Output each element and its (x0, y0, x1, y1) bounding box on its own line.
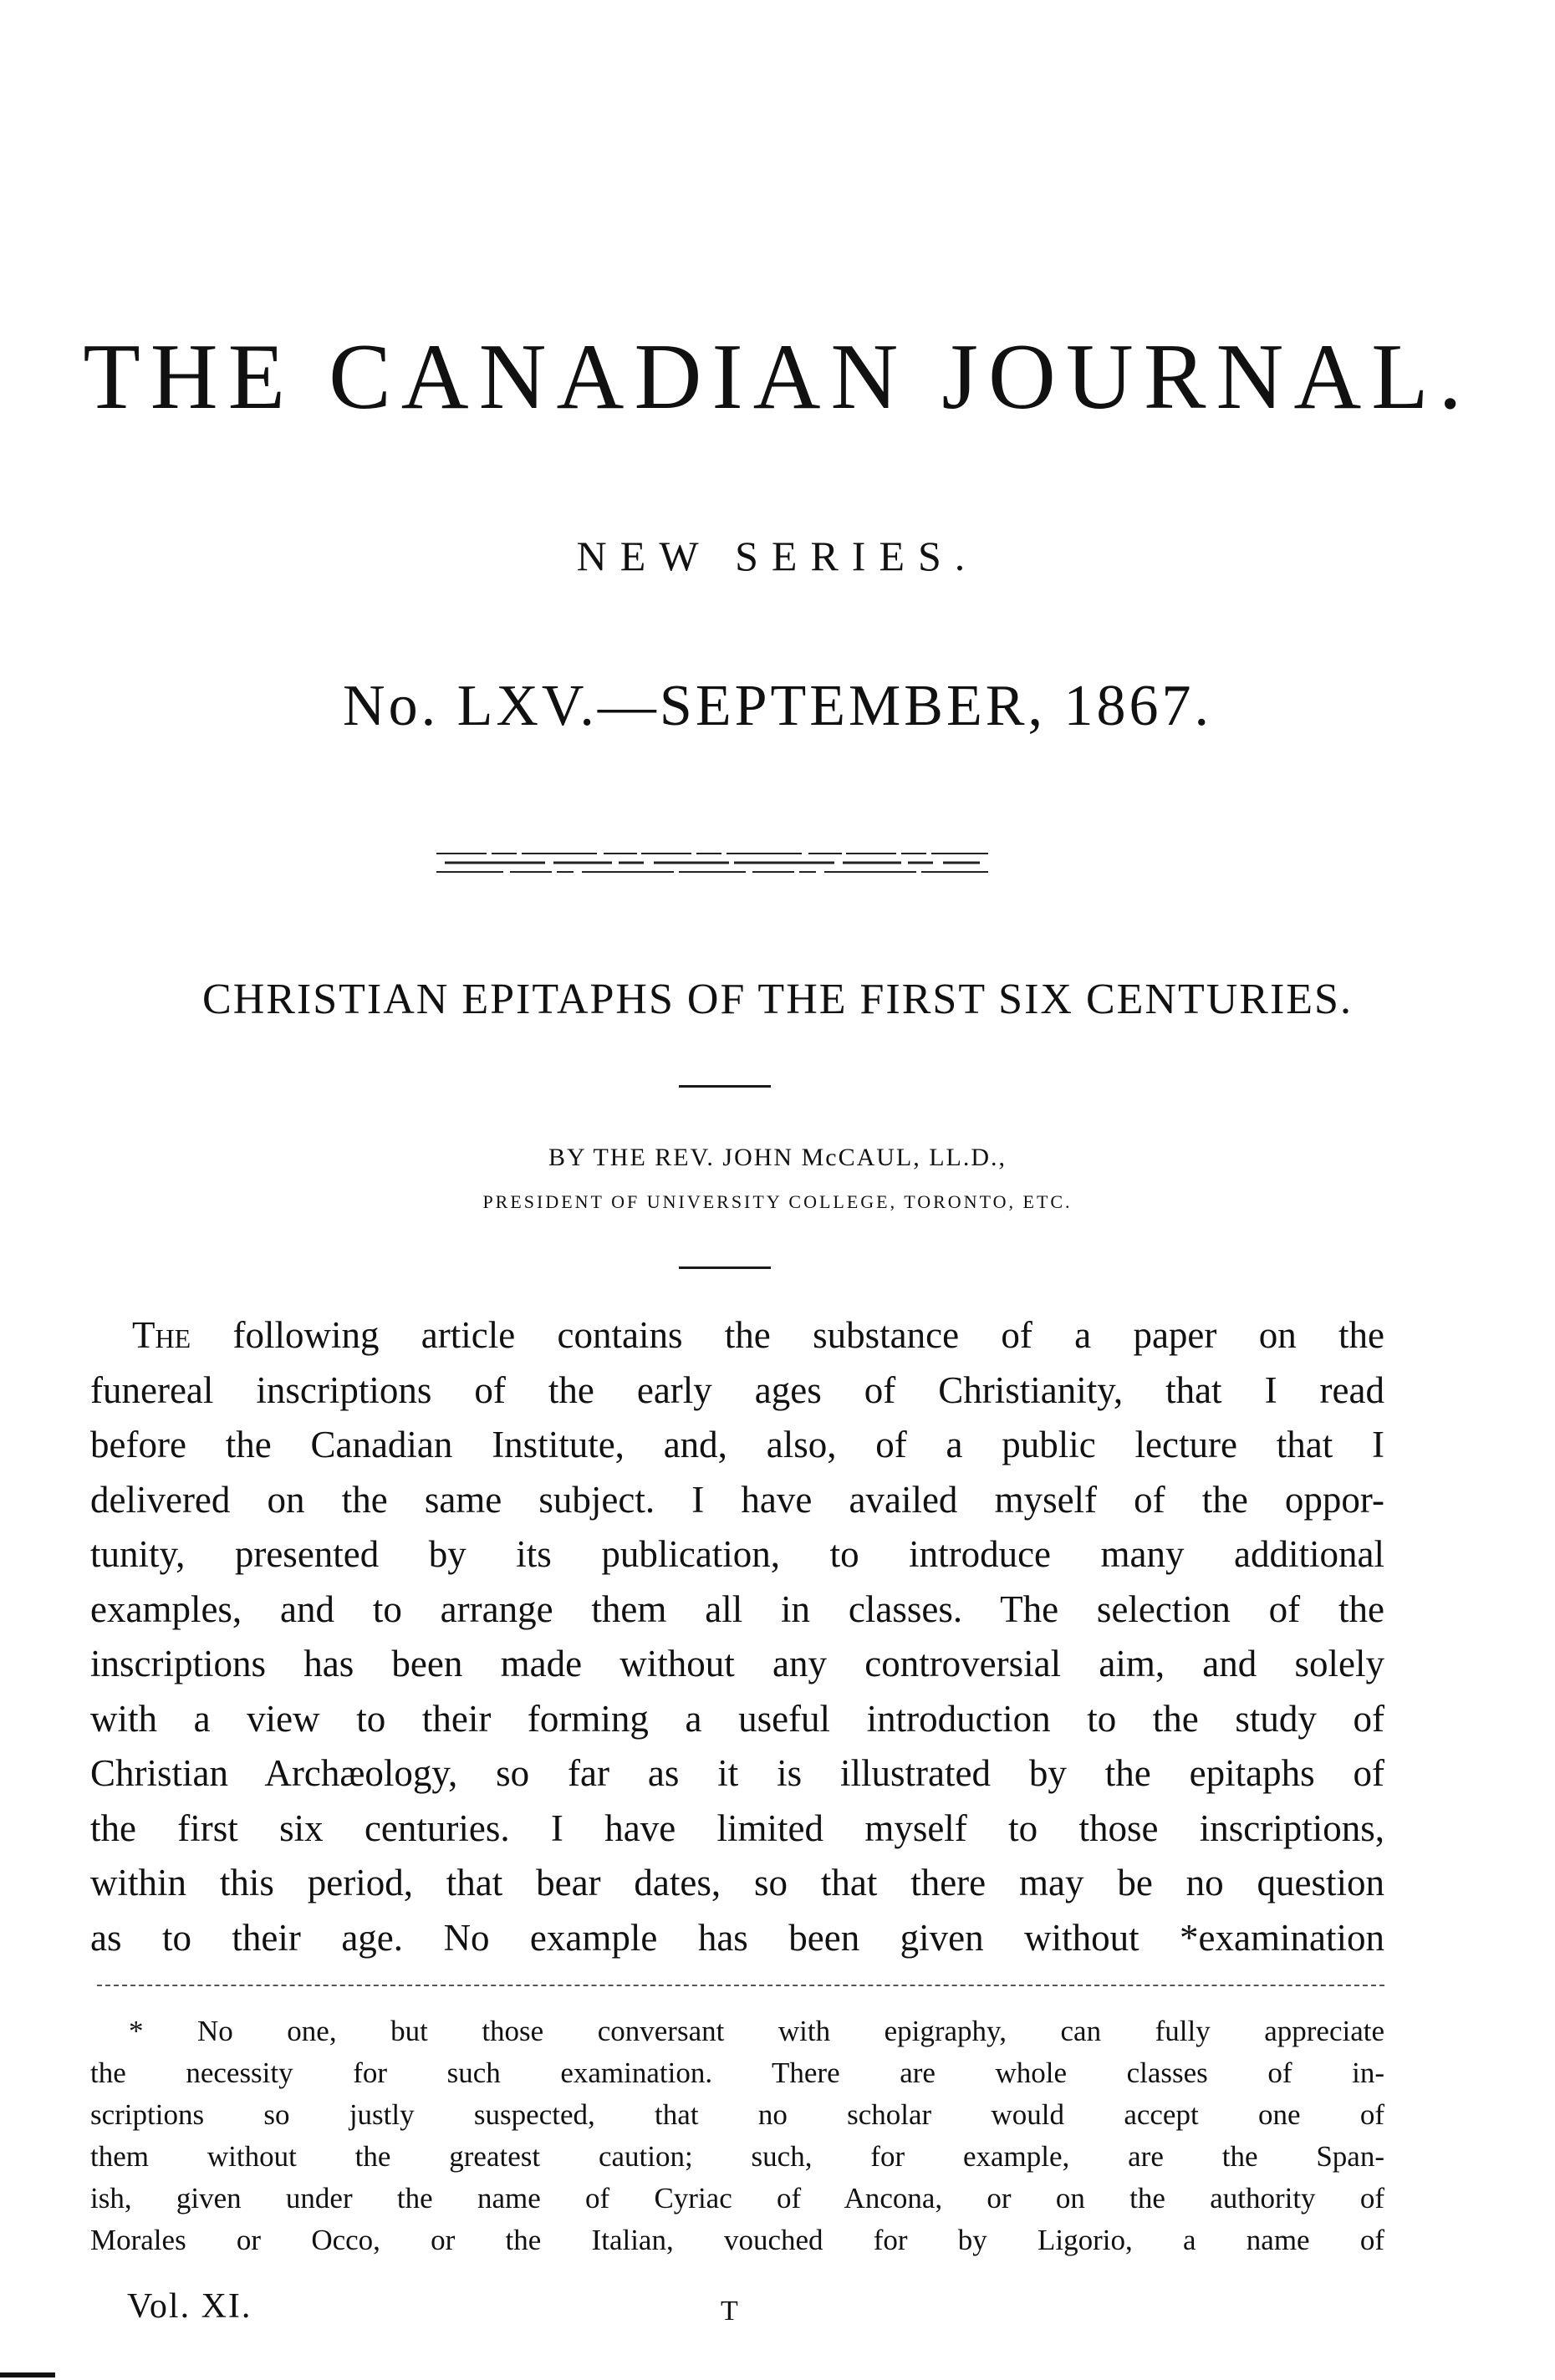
body-line: The following article contains the substance of a paper on the (132, 1314, 1384, 1356)
article-title: CHRISTIAN EPITAPHS OF THE FIRST SIX CENTURIES. (202, 976, 1353, 1023)
footnote-line: them without the greatest caution; such, for example, are the Span- (90, 2140, 1384, 2173)
series-label: NEW SERIES. (576, 533, 979, 579)
article-body (90, 1308, 1384, 1965)
body-line: before the Canadian Institute, and, also, of a public lecture that I (90, 1424, 1384, 1465)
corner-mark (0, 2372, 55, 2377)
signature-mark: T (721, 2296, 738, 2326)
footnote-line: * No one, but those conversant with epigraphy, can fully appreciate (129, 2015, 1384, 2047)
body-line: the first six centuries. I have limited myself to those inscriptions, (90, 1807, 1384, 1849)
body-line: as to their age. No example has been given without *examination (90, 1916, 1384, 1959)
body-line: within this period, that bear dates, so that there may be no question (90, 1862, 1384, 1903)
footnote-line: the necessity for such examination. There are whole classes of in- (90, 2056, 1384, 2089)
body-line: examples, and to arrange them all in classes. The selection of the (90, 1588, 1384, 1630)
footnote-line: scriptions so justly suspected, that no scholar would accept one of (90, 2098, 1384, 2131)
body-line: with a view to their forming a useful introduction to the study of (90, 1697, 1384, 1740)
ornamental-rule (436, 849, 988, 877)
author-byline: BY THE REV. JOHN McCAUL, LL.D., (548, 1144, 1007, 1171)
lead-word: The (132, 1314, 191, 1356)
footnote-line: ish, given under the name of Cyriac of Ancona, or on the authority of (90, 2182, 1384, 2214)
volume-signature: Vol. XI. (127, 2287, 252, 2326)
body-line: inscriptions has been made without any controversial aim, and solely (90, 1643, 1384, 1684)
title-divider (679, 1085, 771, 1088)
footnote-divider (97, 1985, 1384, 1988)
body-line: delivered on the same subject. I have availed myself of the oppor- (90, 1478, 1384, 1521)
body-line: tunity, presented by its publication, to introduce many additional (90, 1533, 1384, 1575)
author-affiliation: PRESIDENT OF UNIVERSITY COLLEGE, TORONTO, ETC. (482, 1191, 1073, 1212)
journal-title: THE CANADIAN JOURNAL. (83, 325, 1472, 429)
footnote (90, 2011, 1384, 2261)
body-line: funereal inscriptions of the early ages of Christianity, that I read (90, 1368, 1384, 1411)
body-line: Christian Archæology, so far as it is illustrated by the epitaphs of (90, 1752, 1384, 1794)
footnote-line: Morales or Occo, or the Italian, vouched for by Ligorio, a name of (90, 2224, 1384, 2256)
issue-line: No. LXV.—SEPTEMBER, 1867. (343, 674, 1212, 738)
byline-divider (679, 1266, 771, 1269)
